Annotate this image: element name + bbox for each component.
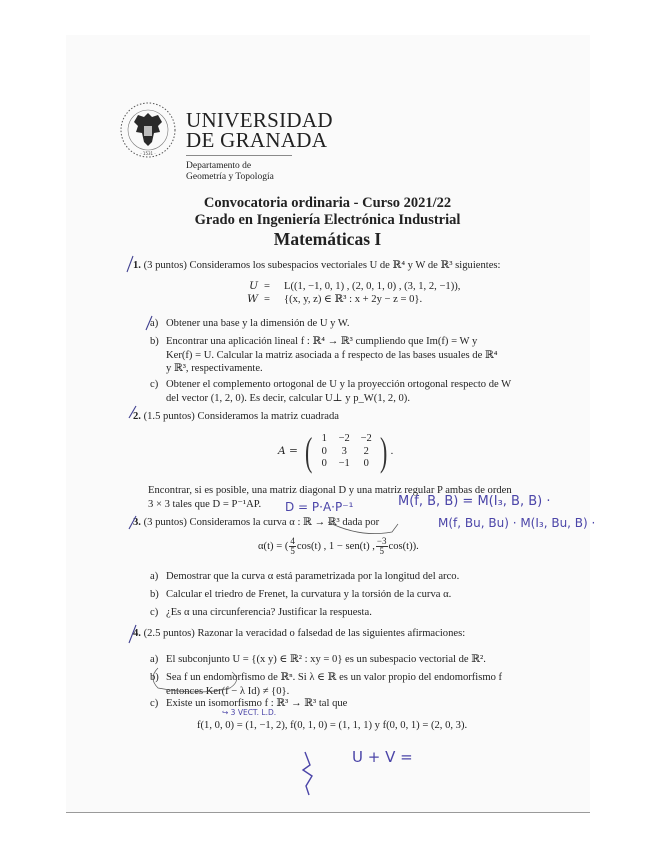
question-4-part-a: a) El subconjunto U = {(x y) ∈ ℝ² : xy = 0} es un subespacio vectorial de ℝ². [150, 654, 486, 665]
equation-rhs: L((1, −1, 0, 1) , (2, 0, 1, 0) , (3, 1, 2, −1)), [284, 281, 461, 292]
equation-lhs: U [249, 280, 258, 292]
question-3-part-b: b) Calcular el triedro de Frenet, la curvatura y la torsión de la curva α. [150, 589, 452, 600]
question-4-part-b: b) Sea f un endomorfismo de ℝⁿ. Si λ ∈ ℝ es un valor propio del endomorfismo f entonces Ker(f − λ Id) ≠ {0}. [150, 672, 503, 697]
equation-rel: = [264, 294, 270, 305]
handwritten-note-diagonalization: D = P·A·P⁻¹ [285, 500, 354, 514]
question-4-mapping: f(1, 0, 0) = (1, −1, 2), f(0, 1, 0) = (1, 1, 1) y f(0, 0, 1) = (2, 0, 3). [197, 720, 468, 731]
question-4-part-c: c) Existe un isomorfismo f : ℝ³ → ℝ³ tal que [150, 698, 348, 709]
question-statement: Consideramos los subespacios vectoriales U de ℝ⁴ y W de ℝ³ siguientes: [189, 260, 501, 271]
question-statement: Consideramos la matriz cuadrada [197, 411, 339, 422]
question-number: 1. [133, 260, 141, 271]
handwritten-note-sum: U + V = [352, 748, 413, 766]
question-statement: Consideramos la curva α : ℝ → ℝ³ dada por [189, 517, 380, 528]
exam-degree: Grado en Ingeniería Electrónica Industrial [194, 212, 461, 228]
svg-text:· 1531 ·: · 1531 · [140, 151, 156, 156]
matrix-A: A = ( 1 −2 −2 0 3 2 0 −1 0 ) . [278, 429, 394, 474]
equation-lhs: W [247, 293, 258, 305]
question-points: (2.5 puntos) [143, 628, 195, 639]
question-statement: Razonar la veracidad o falsedad de las siguientes afirmaciones: [197, 628, 466, 639]
question-points: (1.5 puntos) [143, 411, 195, 422]
question-1-part-b: b) Encontrar una aplicación lineal f : ℝ⁴ → ℝ³ cumpliendo que Im(f) = W y Ker(f) = U. Calcular la matriz asociada a f respecto de las bases usuales de ℝ⁴ y ℝ³, respectivamente. [150, 336, 498, 374]
handwritten-note-change-basis-2: M(f, Bu, Bu) · M(I₃, Bu, B) · [438, 516, 596, 530]
handwritten-note-3-vectors: ↪ 3 VECT. L.D. [222, 708, 277, 717]
question-2-task: Encontrar, si es posible, una matriz diagonal D y una matriz regular P ambas de orden 3 × 3 tales que D = P⁻¹AP. [148, 485, 512, 510]
question-number: 4. [133, 628, 141, 639]
question-number: 2. [133, 411, 141, 422]
matrix-grid: 1 −2 −2 0 3 2 0 −1 0 [321, 433, 372, 470]
university-name-line1: UNIVERSIDAD [186, 108, 333, 132]
question-1-part-c: c) Obtener el complemento ortogonal de U y la proyección ortogonal respecto de W del vector (1, 2, 0). Es decir, calcular U⊥ y p_W(1, 2, 0). [150, 379, 512, 404]
question-1-part-a: a) Obtener una base y la dimensión de U y W. [150, 318, 350, 329]
equation-rhs: {(x, y, z) ∈ ℝ³ : x + 2y − z = 0}. [284, 294, 423, 305]
exam-session: Convocatoria ordinaria - Curso 2021/22 [203, 195, 452, 211]
department-line1: Departamento de [186, 161, 252, 171]
department-line2: Geometría y Topología [186, 172, 274, 182]
equation-rel: = [264, 281, 270, 292]
exam-subject: Matemáticas I [273, 229, 382, 249]
question-points: (3 puntos) [143, 260, 187, 271]
question-3-part-c: c) ¿Es α una circunferencia? Justificar la respuesta. [150, 607, 372, 618]
question-points: (3 puntos) [143, 517, 187, 528]
question-3-part-a: a) Demostrar que la curva α está parametrizada por la longitud del arco. [150, 571, 460, 582]
handwritten-note-change-basis-1: M(f, B, B) = M(I₃, B, B) · [398, 494, 551, 509]
curve-equation: α(t) = ( $\frac{4}{5}$ cos(t) , 1 − sen(t) , $\frac{-3}{5}$ cos(t)). [258, 536, 419, 556]
university-name-line2: DE GRANADA [186, 128, 328, 152]
question-number: 3. [133, 517, 141, 528]
